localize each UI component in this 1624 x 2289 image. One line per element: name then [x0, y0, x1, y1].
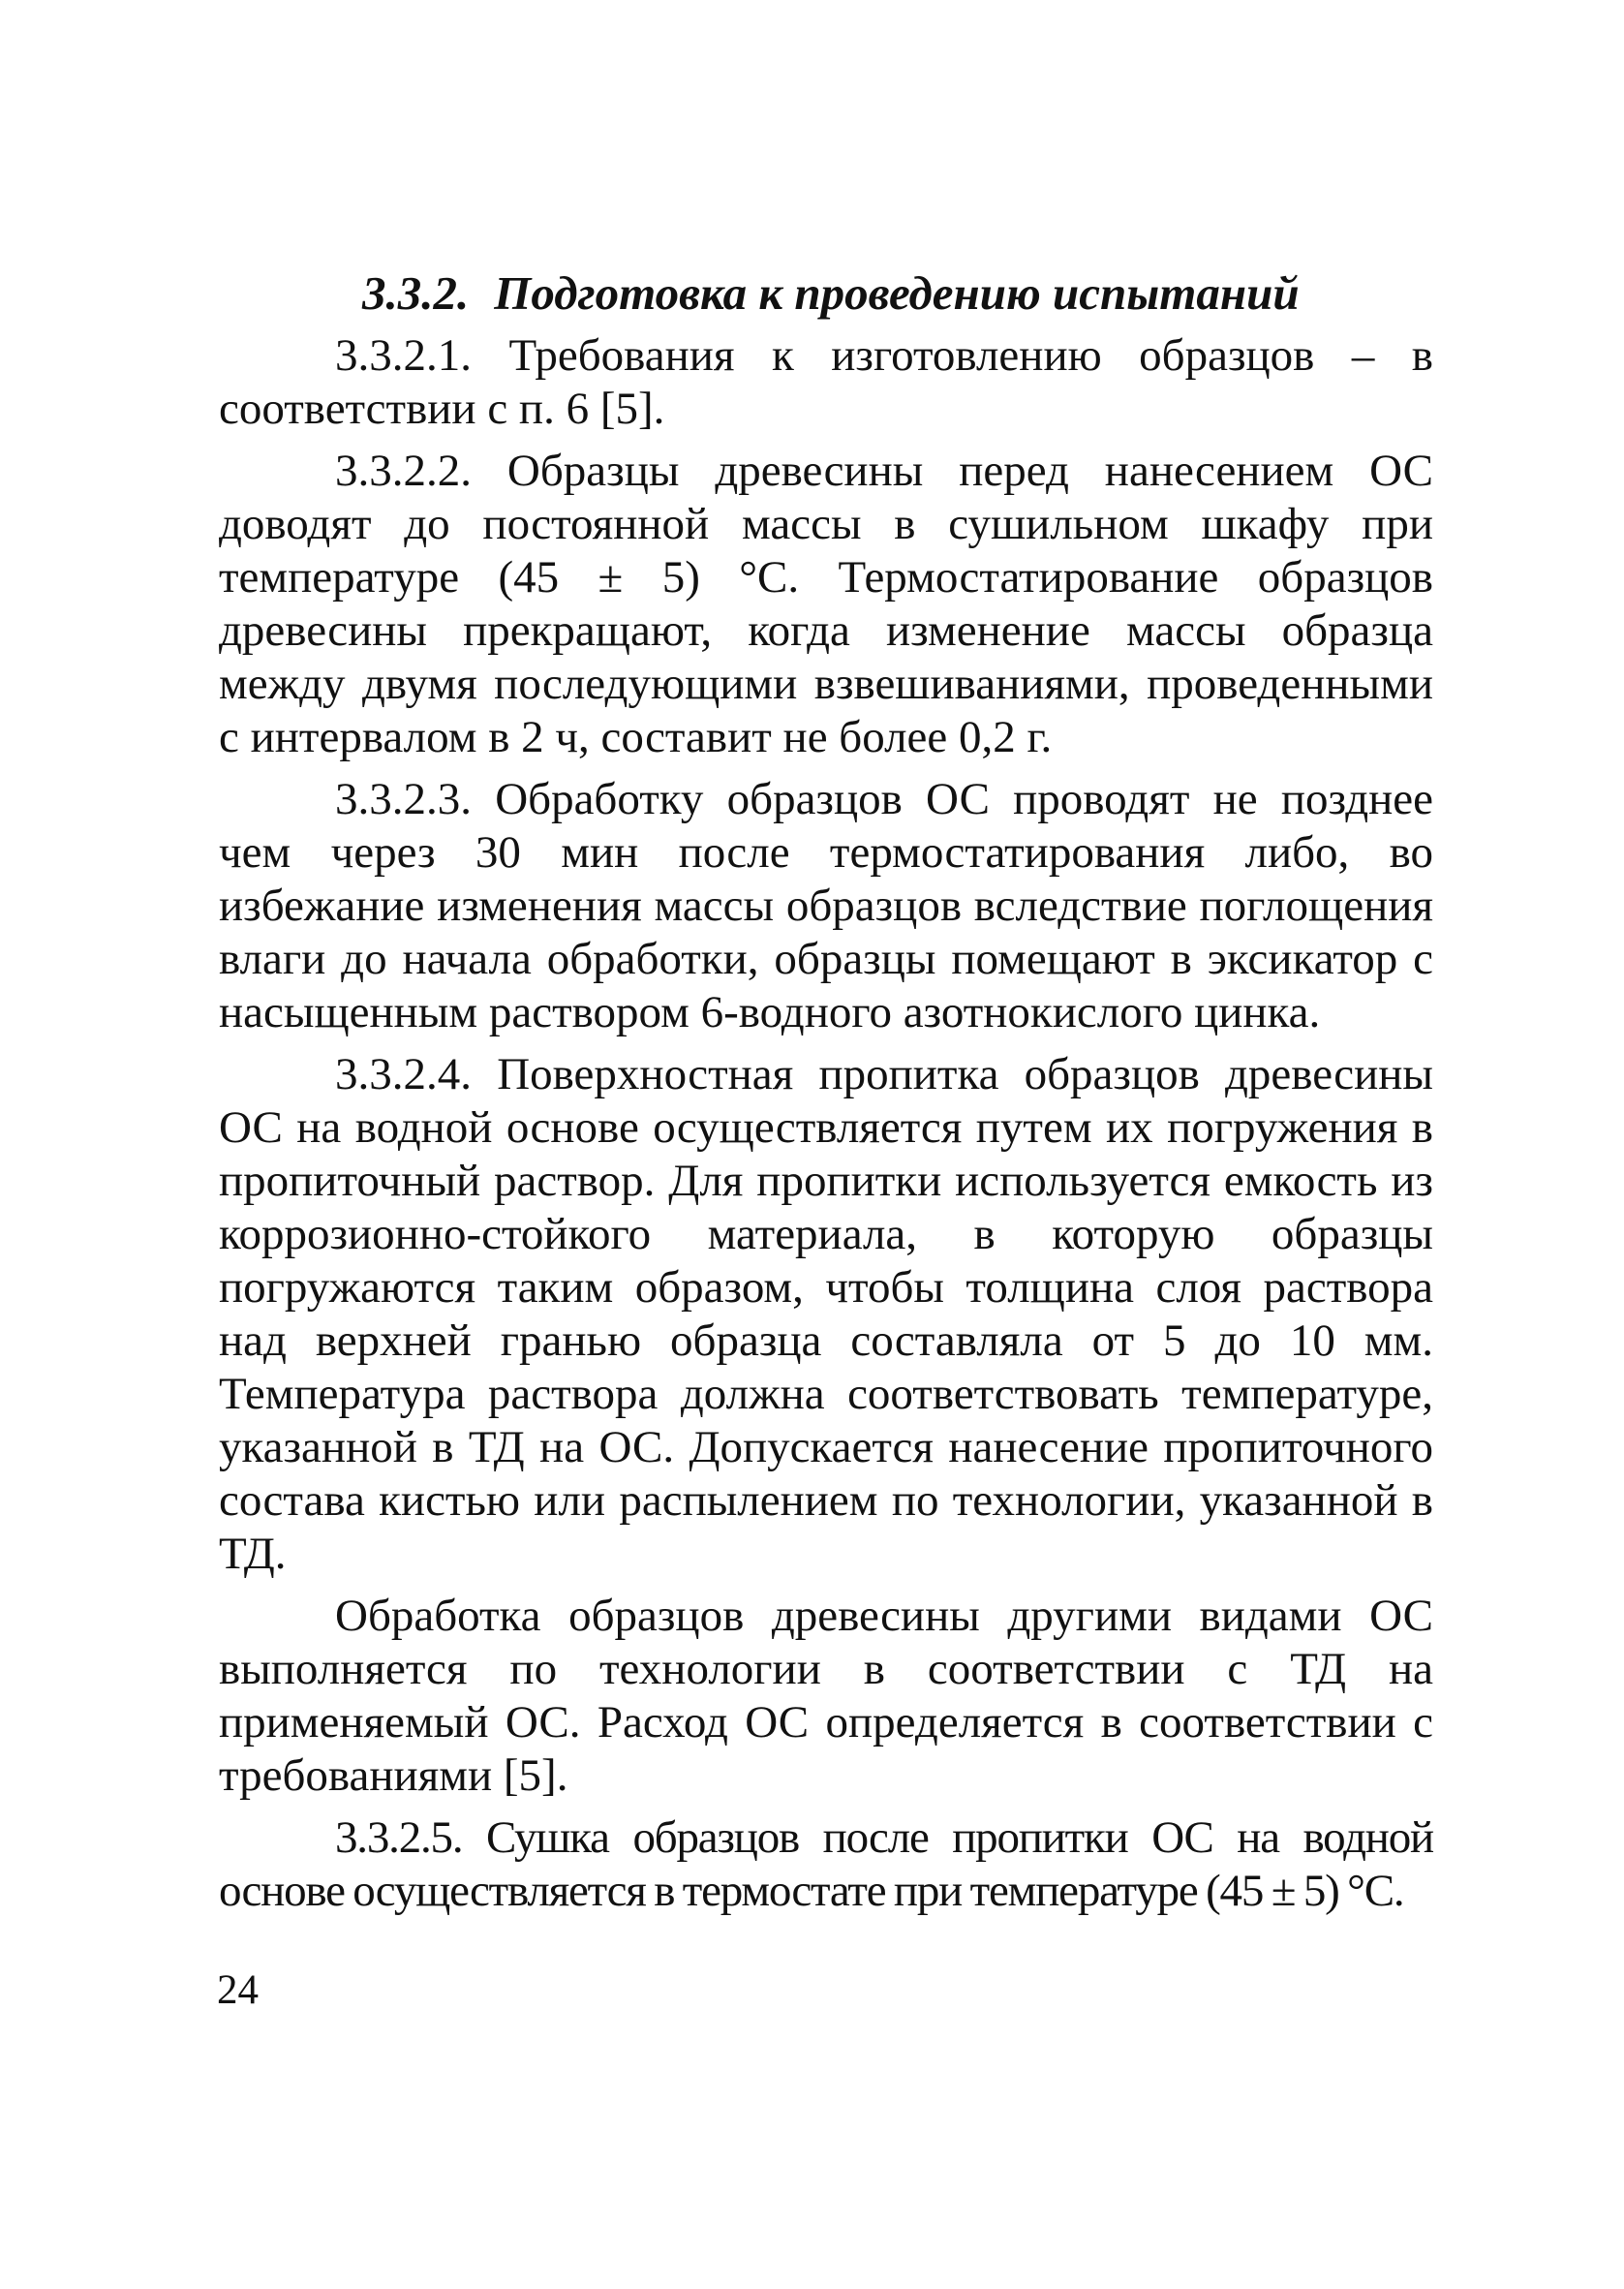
paragraph-3-3-2-2: 3.3.2.2. Образцы древесины перед нанесением ОС доводят до постоянной массы в сушильном шкафу при температуре (45 ± 5) °С. Термостатирование образцов древесины прекращают, когда изменение массы образца между двумя последующими взвешиваниями, проведенными с интервалом в 2 ч, составит не более 0,2 г. [219, 446, 1433, 762]
section-heading [219, 262, 1433, 325]
section-heading-number: 3.3.2. [362, 266, 470, 320]
section-heading-title: Подготовка к проведению испытаний [494, 266, 1300, 320]
page-body [219, 262, 1433, 1927]
paragraph-3-3-2-3: 3.3.2.3. Обработку образцов ОС проводят не позднее чем через 30 мин после термостатирования либо, во избежание изменения массы образцов вследствие поглощения влаги до начала обработки, образцы помещают в эксикатор с насыщенным раствором 6-водного азотнокислого цинка. [219, 774, 1433, 1037]
paragraph-3-3-2-4: 3.3.2.4. Поверхностная пропитка образцов древесины ОС на водной основе осуществляется путем их погружения в пропиточный раствор. Для пропитки используется емкость из коррозионно-стойкого материала, в которую образцы погружаются таким образом, чтобы толщина слоя раствора над верхней гранью образца составляла от 5 до 10 мм. Температура раствора должна соответствовать температуре, указанной в ТД на ОС. Допускается нанесение пропиточного состава кистью или распылением по технологии, указанной в ТД. [219, 1049, 1433, 1579]
paragraph-3-3-2-5: 3.3.2.5. Сушка образцов после пропитки ОС на водной основе осуществляется в термостате при температуре (45 ± 5) °С. [219, 1812, 1433, 1916]
paragraph-3-3-2-1: 3.3.2.1. Требования к изготовлению образцов – в соответствии с п. 6 [5]. [219, 330, 1433, 434]
page-number: 24 [217, 1967, 259, 2013]
paragraph-other-treatment: Обработка образцов древесины другими видами ОС выполняется по технологии в соответствии с ТД на применяемый ОС. Расход ОС определяется в соответствии с требованиями [5]. [219, 1591, 1433, 1801]
